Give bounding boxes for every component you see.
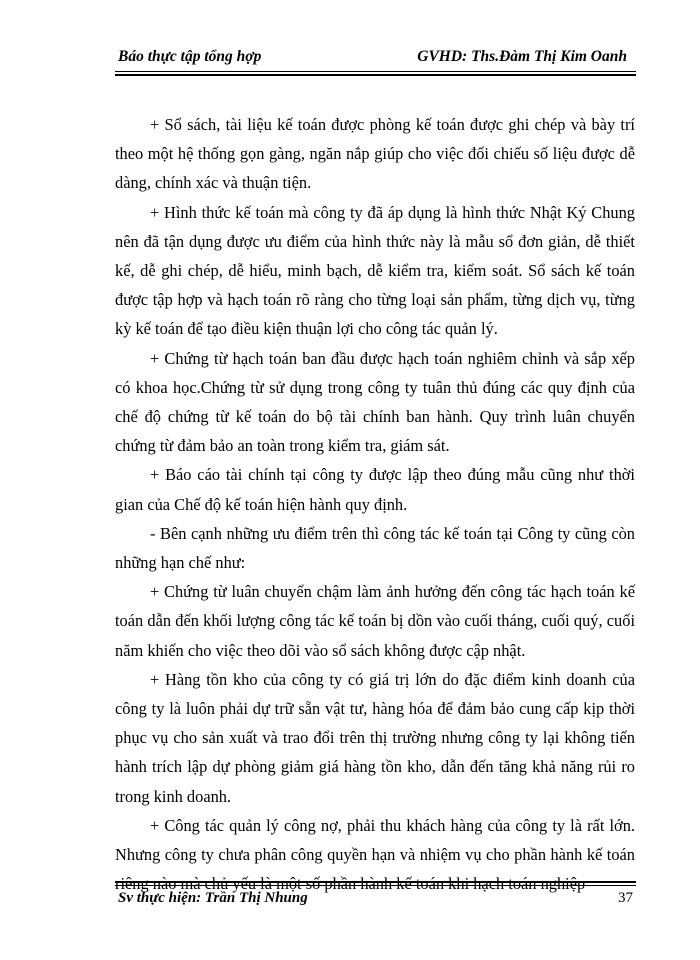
footer-rule-thin	[115, 885, 636, 886]
paragraph: + Chứng từ hạch toán ban đầu được hạch toán nghiêm chỉnh và sắp xếp có khoa học.Chứng từ sử dụng trong công ty tuân thủ đúng các quy định của chế độ chứng từ kế toán do bộ tài chính ban hành. Quy trình luân chuyển chứng từ đảm bảo an toàn trong kiểm tra, giám sát.	[115, 348, 635, 456]
page-number: 37	[618, 890, 633, 906]
header-rule-thin	[115, 71, 636, 72]
footer-rule-thick	[115, 881, 636, 883]
header-rule-thick	[115, 74, 636, 76]
paragraph: + Sổ sách, tài liệu kế toán được phòng kế toán được ghi chép và bày trí theo một hệ thống gọn gàng, ngăn nắp giúp cho việc đối chiếu số liệu được dễ dàng, chính xác và thuận tiện.	[115, 115, 635, 193]
paragraph: + Công tác quản lý công nợ, phải thu khách hàng của công ty là rất lớn. Nhưng công ty chưa phân công quyền hạn và nhiệm vụ cho phần hành kế toán riêng nào mà chủ yếu là một số phần hành kế toán khi hạch toán nghiệp	[115, 815, 635, 894]
footer-student: Sv thực hiện: Trần Thị Nhung	[118, 890, 308, 906]
paragraph: - Bên cạnh những ưu điểm trên thì công tác kế toán tại Công ty cũng còn những hạn chế như:	[115, 523, 635, 573]
page-header	[115, 46, 635, 72]
paragraph: + Báo cáo tài chính tại công ty được lập theo đúng mẫu cũng như thời gian của Chế độ kế toán hiện hành quy định.	[115, 465, 635, 514]
paragraph: + Hình thức kế toán mà công ty đã áp dụng là hình thức Nhật Ký Chung nên đã tận dụng được ưu điểm của hình thức này là mẫu sổ đơn giản, dễ thiết kế, dễ ghi chép, dễ hiểu, minh bạch, dễ kiểm tra, kiểm soát. Sổ sách kế toán được tập hợp và hạch toán rõ ràng cho từng loại sản phẩm, từng dịch vụ, từng kỳ kế toán để tạo điều kiện thuận lợi cho công tác quản lý.	[115, 202, 635, 339]
paragraph: + Hàng tồn kho của công ty có giá trị lớn do đặc điểm kinh doanh của công ty là luôn phải dự trữ sẵn vật tư, hàng hóa để đảm bảo cung cấp kịp thời phục vụ cho sản xuất và trao đổi trên thị trường nhưng công ty lại không tiến hành trích lập dự phòng giảm giá hàng tồn kho, dẫn đến tăng khả năng rủi ro trong kinh doanh.	[115, 669, 635, 806]
paragraph: + Chứng từ luân chuyển chậm làm ảnh hưởng đến công tác hạch toán kế toán dẫn đến khối lượng công tác kế toán bị dồn vào cuối tháng, cuối quý, cuối năm khiến cho việc theo dõi vào sổ sách không được cập nhật.	[115, 582, 635, 660]
header-supervisor: GVHD: Ths.Đàm Thị Kim Oanh	[417, 48, 627, 65]
body-text	[115, 110, 635, 898]
header-report-title: Báo thực tập tổng hợp	[118, 48, 262, 65]
